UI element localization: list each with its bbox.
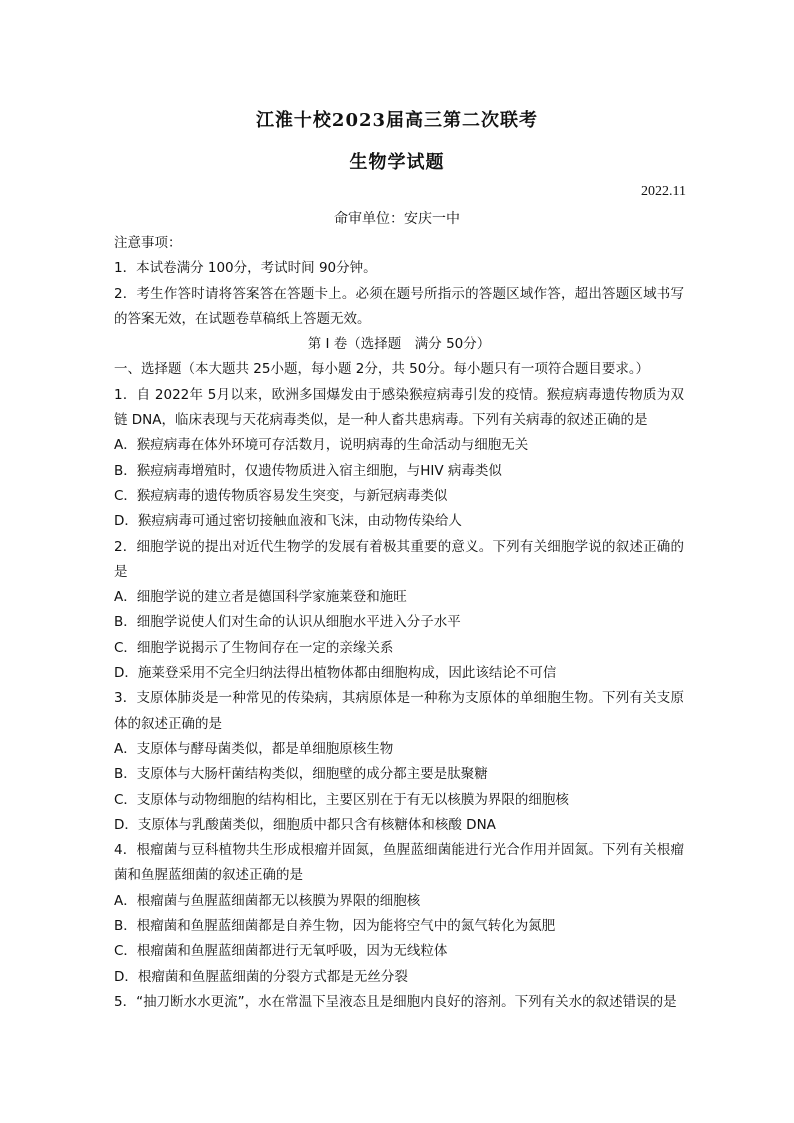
option-d: D．支原体与乳酸菌类似，细胞质中都只含有核糖体和核酸 DNA [114,816,496,833]
option-d: D．根瘤菌和鱼腥蓝细菌的分裂方式都是无丝分裂 [114,968,408,985]
exam-title: 江淮十校2023届高三第二次联考 [255,110,539,131]
question-stem: 2．细胞学说的提出对近代生物学的发展有着极其重要的意义。下列有关细胞学说的叙述正确的是 [114,538,684,580]
option-a: A．根瘤菌与鱼腥蓝细菌都无以核膜为界限的细胞核 [114,892,421,909]
note-item: 2．考生作答时请将答案答在答题卡上。必须在题号所指示的答题区域作答，超出答题区域书写的答案无效，在试题卷草稿纸上答题无效。 [114,285,684,327]
option-c: C．猴痘病毒的遗传物质容易发生突变，与新冠病毒类似 [114,487,448,504]
option-c: C．细胞学说揭示了生物间存在一定的亲缘关系 [114,639,394,656]
option-c: C．根瘤菌和鱼腥蓝细菌都进行无氧呼吸，因为无线粒体 [114,943,448,960]
exam-body [114,231,684,1015]
option-d: D．猴痘病毒可通过密切接触血液和飞沫，由动物传染给人 [114,513,462,530]
question-stem: 3．支原体肺炎是一种常见的传染病，其病原体是一种称为支原体的单细胞生物。下列有关支原体的叙述正确的是 [114,690,684,732]
exam-date: 2022.11 [641,184,686,199]
subject-title: 生物学试题 [349,152,445,173]
option-d: D．施莱登采用不完全归纳法得出植物体都由细胞构成，因此该结论不可信 [114,665,557,682]
question-stem: 4．根瘤菌与豆科植物共生形成根瘤并固氮，鱼腥蓝细菌能进行光合作用并固氮。下列有关根瘤菌和鱼腥蓝细菌的叙述正确的是 [114,842,684,884]
question-stem: 1．自 2022年 5月以来，欧洲多国爆发由于感染猴痘病毒引发的疫情。猴痘病毒遗传物质为双链 DNA，临床表现与天花病毒类似，是一种人畜共患病毒。下列有关病毒的叙述正确的是 [114,386,684,429]
option-b: B．猴痘病毒增殖时，仅遗传物质进入宿主细胞，与HIV 病毒类似 [114,462,502,479]
note-item: 1．本试卷满分 100分，考试时间 90分钟。 [114,260,377,277]
section-heading: 一、选择题（本大题共 25小题，每小题 2分，共 50分。每小题只有一项符合题目要求。） [114,361,650,378]
option-c: C．支原体与动物细胞的结构相比，主要区别在于有无以核膜为界限的细胞核 [114,791,569,808]
option-a: A．支原体与酵母菌类似，都是单细胞原核生物 [114,740,394,757]
option-a: A．猴痘病毒在体外环境可存活数月，说明病毒的生命活动与细胞无关 [114,437,529,454]
setter-unit: 命审单位：安庆一中 [334,211,460,227]
question-stem: 5．“抽刀断水水更流”，水在常温下呈液态且是细胞内良好的溶剂。下列有关水的叙述错误的是 [114,993,677,1010]
part-title: 第 I 卷（选择题 满分 50分） [307,336,491,353]
option-b: B．支原体与大肠杆菌结构类似，细胞壁的成分都主要是肽聚糖 [114,766,488,783]
notes-heading: 注意事项： [114,235,182,251]
option-a: A．细胞学说的建立者是德国科学家施莱登和施旺 [114,589,407,606]
option-b: B．细胞学说使人们对生命的认识从细胞水平进入分子水平 [114,614,461,631]
option-b: B．根瘤菌和鱼腥蓝细菌都是自养生物，因为能将空气中的氮气转化为氮肥 [114,918,556,935]
